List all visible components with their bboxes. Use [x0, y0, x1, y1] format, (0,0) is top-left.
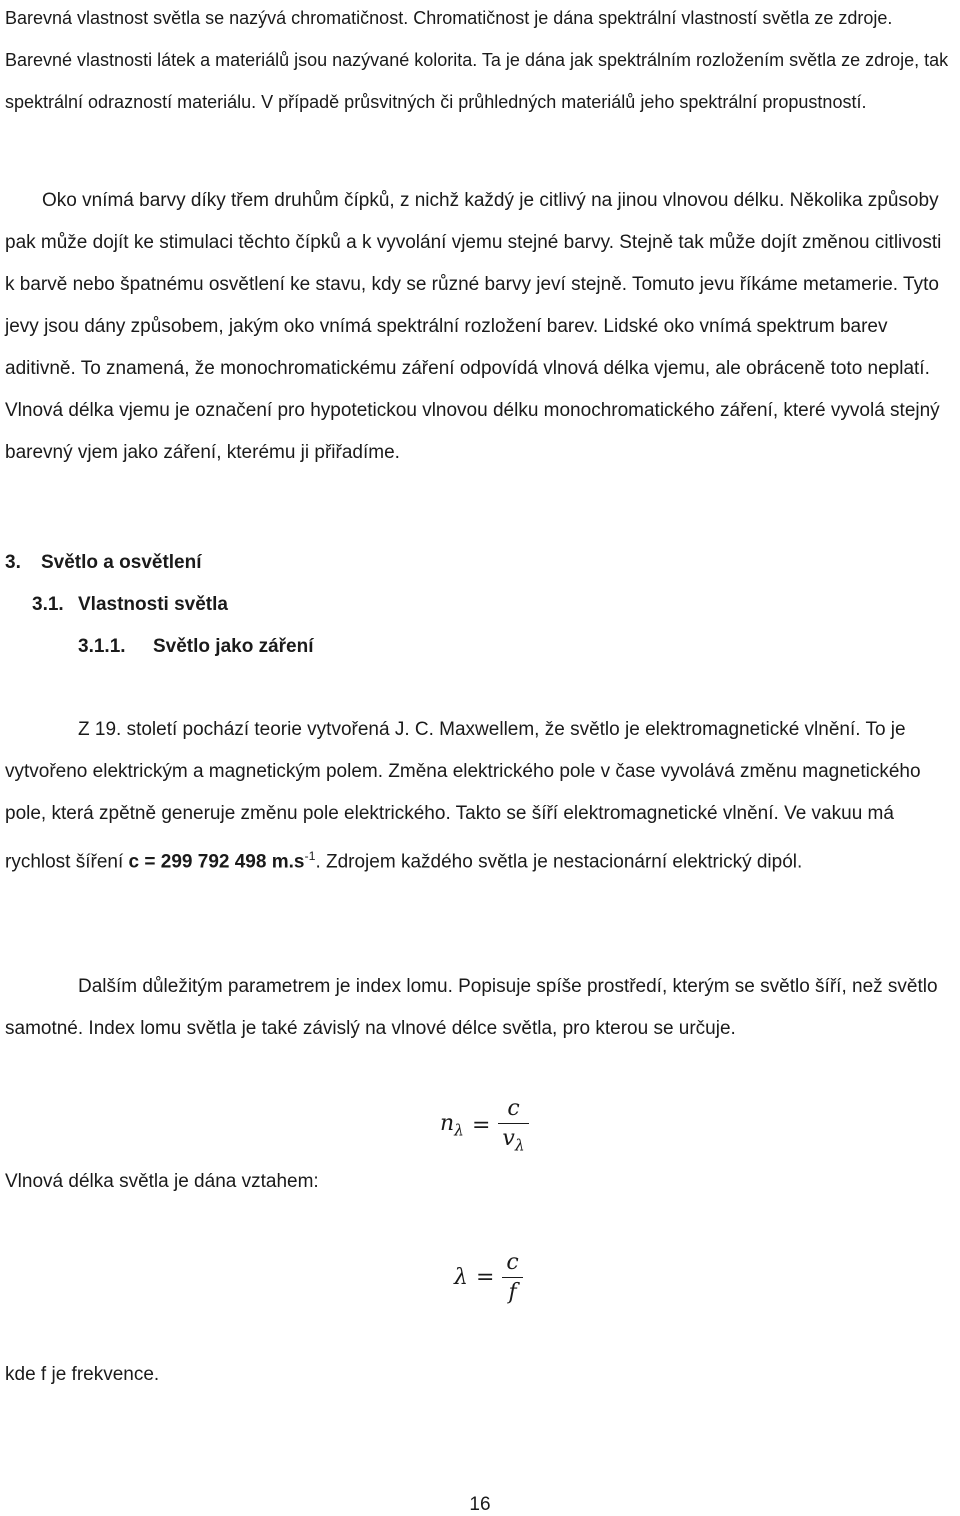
heading-number: 3.1. [32, 594, 64, 615]
paragraph-metamerism: Oko vnímá barvy díky třem druhům čípků, z nichž každý je citlivý na jinou vlnovou délku. Několika způsoby pak může dojít ke stimulaci těchto čípků a k vyvolání vjemu stejné barvy. Stejně tak může dojít změnou citlivosti k barvě nebo špatnému osvětlení ke stavu, kdy se různé barvy jeví stejně. Tomuto jevu říkáme metamerie. Tyto jevy jsou dány způsobem, jakým oko vnímá spektrální rozložení barev. Lidské oko vnímá spektrum barev aditivně. To znamená, že monochromatickému záření odpovídá vlnová délka vjemu, ale obráceně toto neplatí. Vlnová délka vjemu je označení pro hypotetickou vlnovou délku monochromatického záření, které vyvolá stejný barevný vjem jako záření, kterému ji přiřadíme. [5, 190, 942, 463]
equals-sign: = [471, 1112, 491, 1138]
paragraph-chromaticity: Barevná vlastnost světla se nazývá chromatičnost. Chromatičnost je dána spektrální vlastností světla ze zdroje. Barevné vlastnosti látek a materiálů jsou nazývané kolorita. Ta je dána jak spektrálním rozložením světla ze zdroje, tak spektrální odrazností materiálu. V případě průsvitných či průhledných materiálů jeho spektrální propustností. [5, 8, 949, 112]
denominator: $v_\lambda$ [502, 1126, 525, 1155]
numerator: c [498, 1096, 528, 1124]
equation-lhs: λ [454, 1265, 468, 1290]
heading-number: 3. [5, 552, 21, 573]
heading-title: Světlo jako záření [153, 636, 314, 657]
heading-title: Vlastnosti světla [78, 594, 228, 615]
unit-exponent: -1 [304, 849, 316, 863]
text-run: Z 19. století pochází teorie vytvořená J. C. Maxwellem, že světlo je elektromagnetické vlnění. To je vytvořeno elektrickým a magnetickým polem. Změna elektrického pole v čase vyvolává změnu magnetického pole, která zpětně generuje změnu pole elektrického. Takto se šíří elektromagnetické vlnění. Ve vakuu má rychlost šíření [5, 719, 921, 873]
numerator: c [502, 1250, 522, 1278]
paragraph-refractive-index: Dalším důležitým parametrem je index lomu. Popisuje spíše prostředí, kterým se světlo šíří, než světlo samotné. Index lomu světla je také závislý na vlnové délce světla, pro kterou se určuje. [5, 976, 938, 1039]
equals-sign: = [475, 1265, 495, 1290]
paragraph-wavelength-intro: Vlnová délka světla je dána vztahem: [5, 1171, 319, 1192]
heading-title: Světlo a osvětlení [41, 552, 202, 573]
denominator: f [508, 1280, 517, 1305]
equation-refractive-index [440, 1096, 529, 1154]
speed-of-light-value: c = 299 792 498 m.s [128, 851, 305, 873]
equation-wavelength [454, 1250, 523, 1305]
fraction [498, 1096, 528, 1154]
paragraph-frequency-note: kde f je frekvence. [5, 1364, 160, 1385]
heading-section-3-1 [32, 593, 228, 617]
page-number: 16 [469, 1494, 491, 1515]
equation-lhs: $n_\lambda$ [440, 1111, 464, 1140]
heading-section-3 [5, 551, 202, 575]
fraction [502, 1250, 522, 1305]
heading-number: 3.1.1. [78, 636, 126, 657]
heading-section-3-1-1 [78, 635, 314, 659]
text-run: . Zdrojem každého světla je nestacionární elektrický dipól. [315, 851, 803, 873]
paragraph-maxwell [5, 709, 955, 883]
